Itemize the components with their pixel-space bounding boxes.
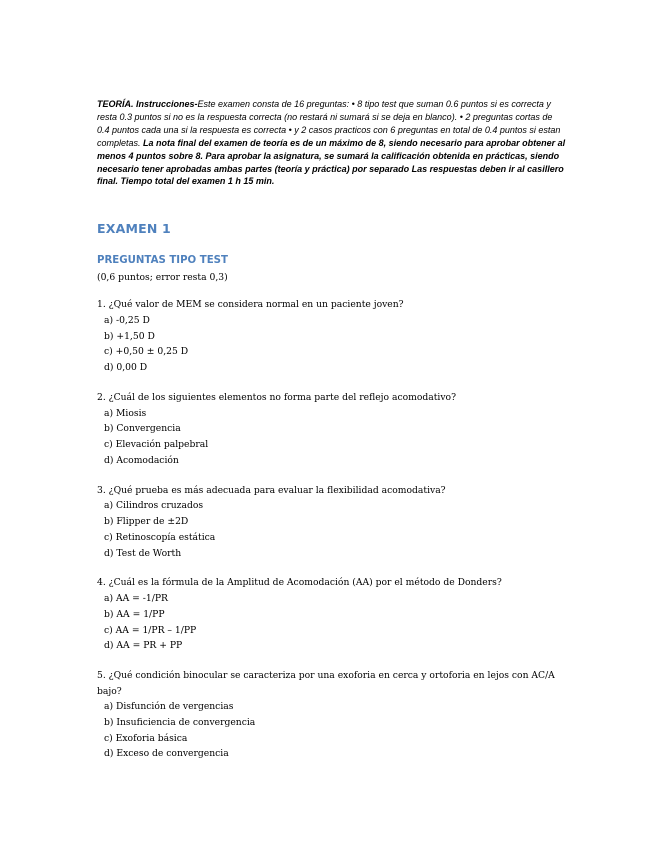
options-list bbox=[97, 591, 567, 654]
option-d: d) Exceso de convergencia bbox=[104, 748, 229, 760]
options-list bbox=[97, 313, 567, 376]
option-c: c) Elevación palpebral bbox=[104, 439, 209, 451]
instructions-grading: La nota final del examen de teoría es de un máximo de 8, siendo necesario para aprobar obtener al menos 4 puntos sobre 8. Para aprobar la asignatura, se sumará la calificación obtenida en prácticas, siendo necesario tener aprobadas ambas partes (teoría y práctica) por separado Las respuestas deben ir al casillero final. Tiempo total del examen 1 h 15 min. bbox=[97, 137, 566, 187]
option-d: d) 0,00 D bbox=[104, 362, 148, 374]
question-text: 5. ¿Qué condición binocular se caracteriza por una exoforia en cerca y ortoforia en lejos con AC/A bajo? bbox=[97, 670, 555, 697]
option-a: a) Miosis bbox=[104, 407, 147, 419]
option-c: c) Retinoscopía estática bbox=[104, 531, 216, 543]
option-b: b) Flipper de ±2D bbox=[104, 516, 189, 528]
question-3 bbox=[97, 483, 567, 562]
question-text: 3. ¿Qué prueba es más adecuada para evaluar la flexibilidad acomodativa? bbox=[97, 484, 446, 496]
options-list bbox=[97, 406, 567, 469]
question-2 bbox=[97, 390, 567, 469]
question-4 bbox=[97, 575, 567, 654]
option-d: d) Test de Worth bbox=[104, 547, 182, 559]
option-d: d) Acomodación bbox=[104, 454, 179, 466]
options-list bbox=[97, 498, 567, 561]
scoring-note: (0,6 puntos; error resta 0,3) bbox=[97, 272, 228, 284]
option-c: c) +0,50 ± 0,25 D bbox=[104, 346, 189, 358]
section-title: PREGUNTAS TIPO TEST bbox=[97, 255, 228, 267]
option-a: a) AA = -1/PR bbox=[104, 592, 168, 604]
option-c: c) AA = 1/PR – 1/PP bbox=[104, 624, 197, 636]
exam-page bbox=[97, 98, 567, 762]
question-text: 2. ¿Cuál de los siguientes elementos no forma parte del reflejo acomodativo? bbox=[97, 392, 456, 404]
option-d: d) AA = PR + PP bbox=[104, 640, 183, 652]
exam-title: EXAMEN 1 bbox=[97, 221, 171, 237]
question-text: 4. ¿Cuál es la fórmula de la Amplitud de Acomodación (AA) por el método de Donders? bbox=[97, 577, 502, 589]
option-a: a) Cilindros cruzados bbox=[104, 500, 204, 512]
options-list bbox=[97, 699, 567, 762]
question-5 bbox=[97, 668, 567, 762]
option-a: a) -0,25 D bbox=[104, 314, 150, 326]
option-c: c) Exoforia básica bbox=[104, 732, 188, 744]
instructions-lead: TEORÍA. Instrucciones- bbox=[97, 99, 198, 109]
option-b: b) Insuficiencia de convergencia bbox=[104, 716, 256, 728]
instructions-rules: Este examen consta de 16 preguntas: • 8 tipo test que suman 0.6 puntos si es correcta y resta 0.3 puntos si no es la respuesta correcta (no restará ni sumará si se deja en blanco). • 2 preguntas cortas de 0.4 puntos cada una si la respuesta es correcta • y 2 casos practicos con 6 preguntas en total de 0.4 puntos si estan completas. bbox=[97, 99, 561, 148]
option-a: a) Disfunción de vergencias bbox=[104, 701, 234, 713]
question-text: 1. ¿Qué valor de MEM se considera normal en un paciente joven? bbox=[97, 299, 404, 311]
option-b: b) AA = 1/PP bbox=[104, 608, 165, 620]
option-b: b) Convergencia bbox=[104, 423, 181, 435]
question-1 bbox=[97, 297, 567, 376]
instructions-paragraph bbox=[97, 98, 567, 188]
option-b: b) +1,50 D bbox=[104, 330, 155, 342]
